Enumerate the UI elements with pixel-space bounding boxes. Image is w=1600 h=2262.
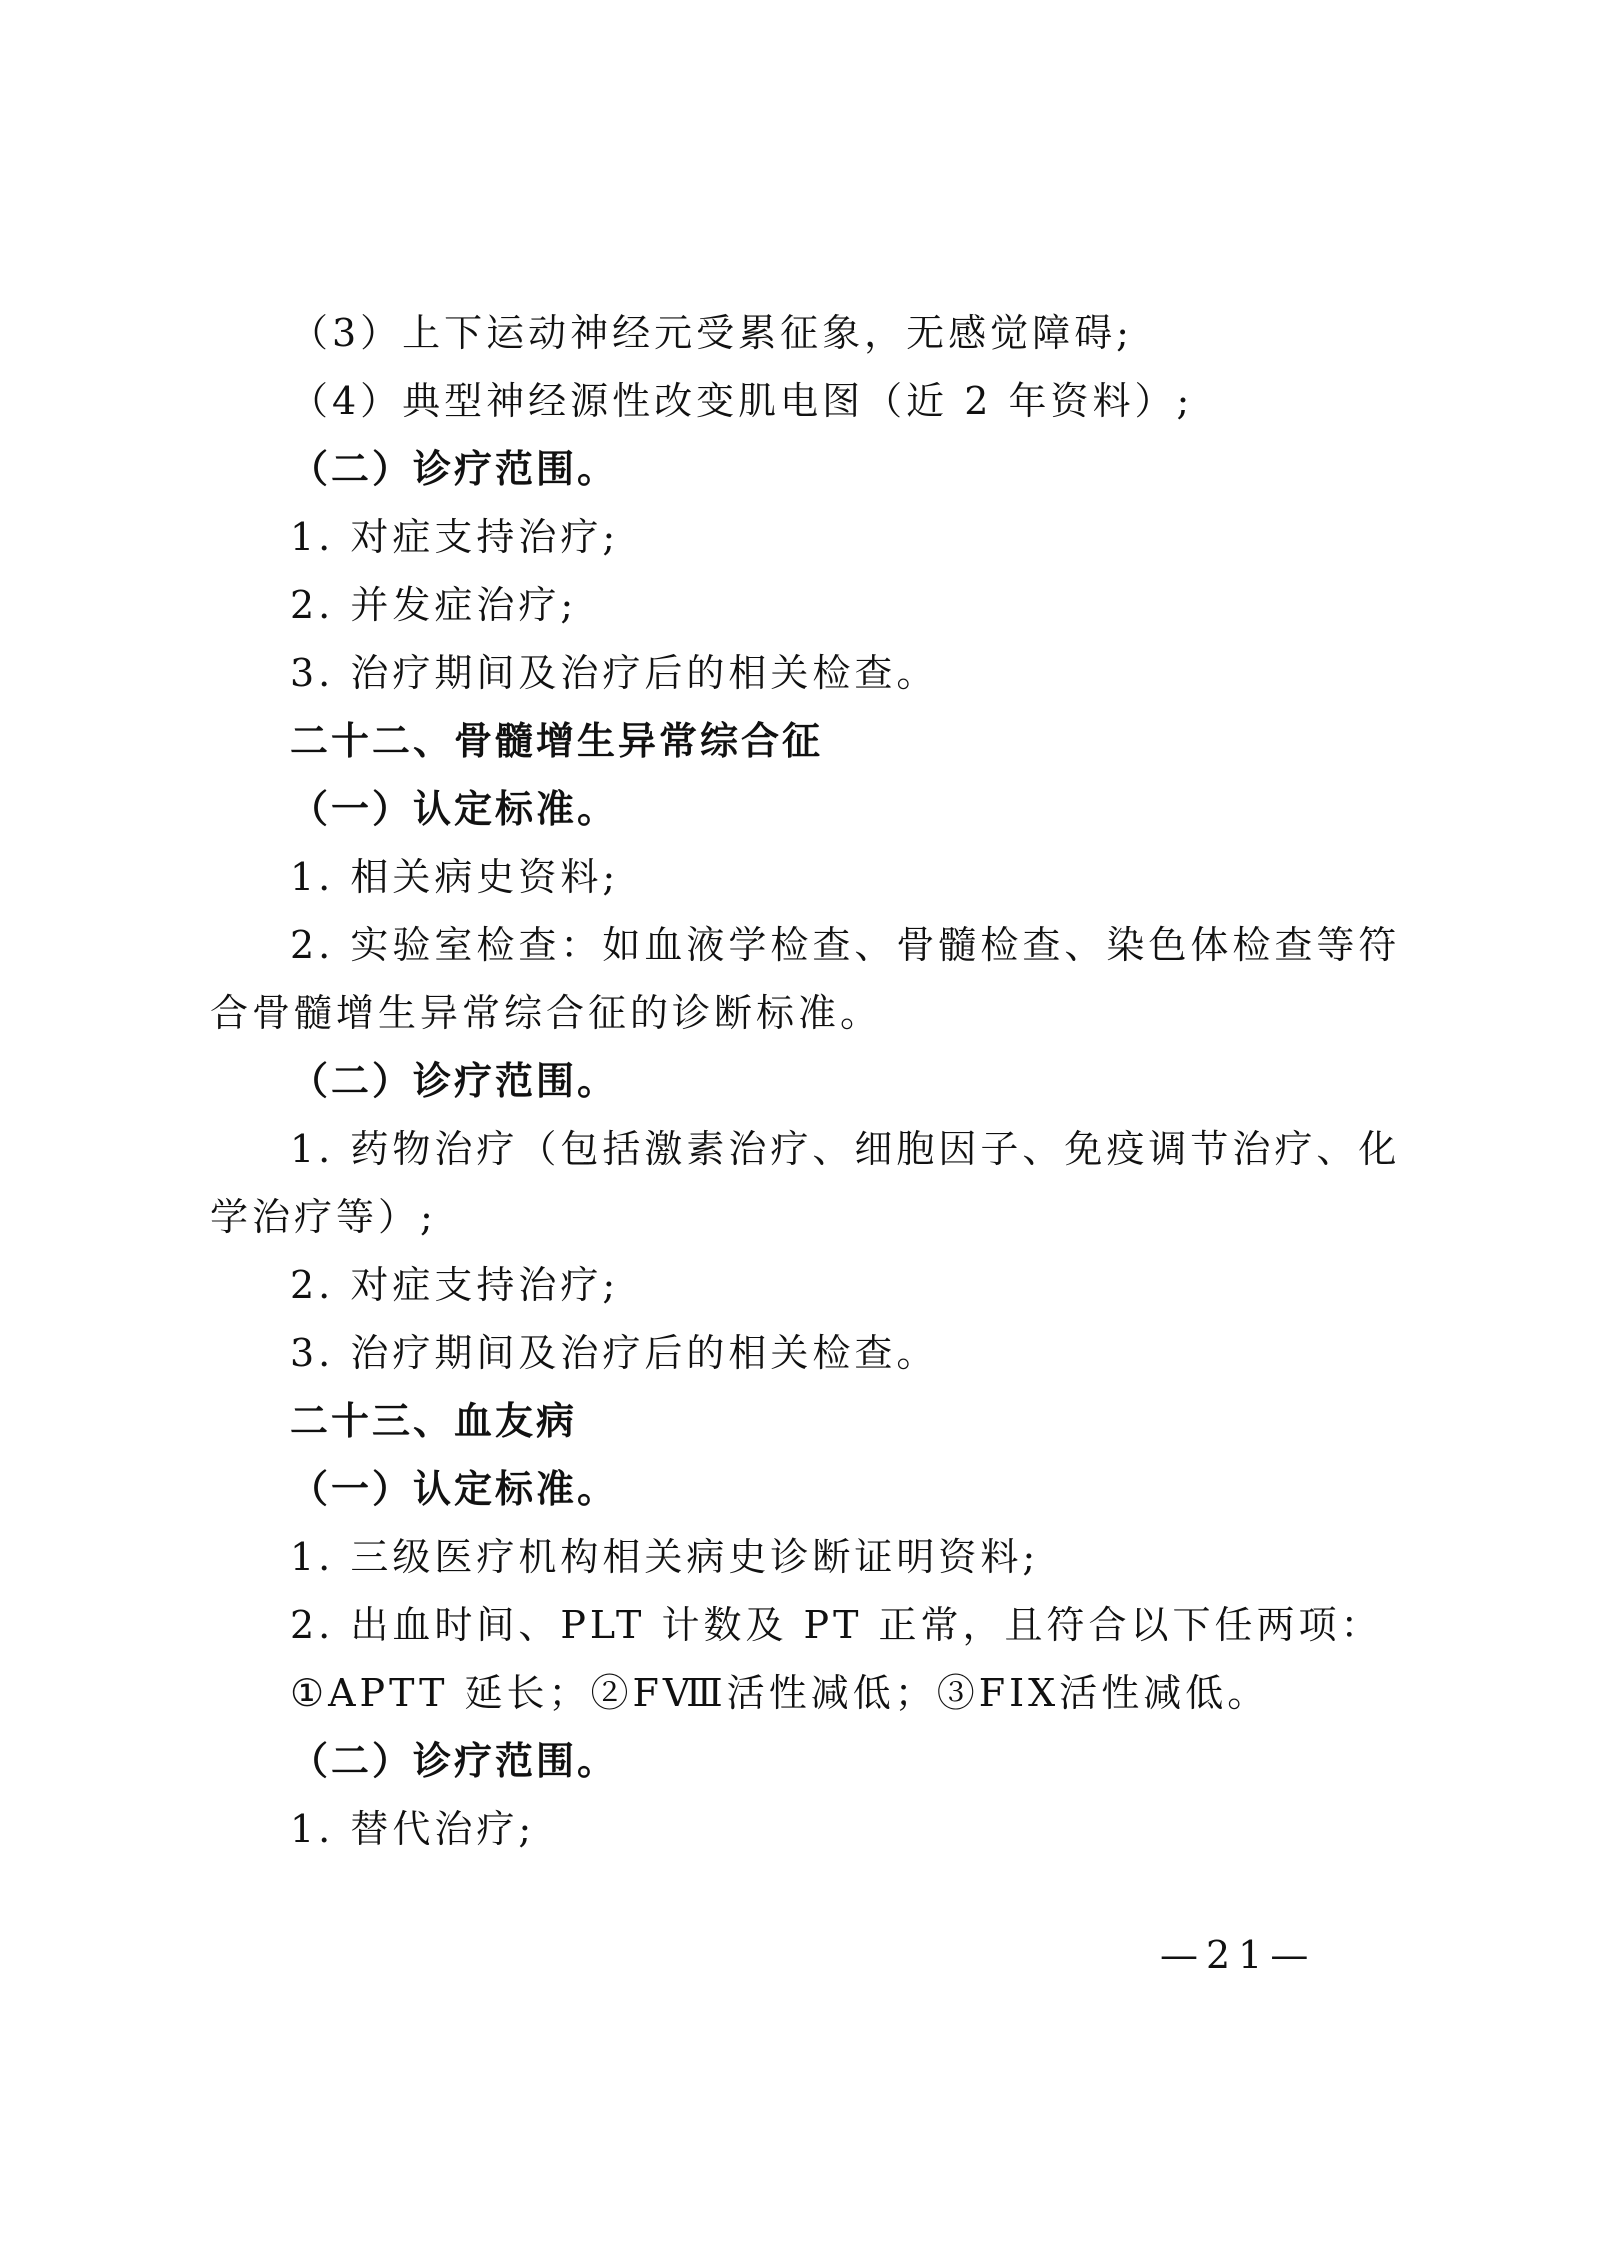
section-heading-scope: （二）诊疗范围。 bbox=[290, 1738, 619, 1783]
mds-criterion-1: 1. 相关病史资料; bbox=[290, 855, 620, 899]
scope-item-3: 3. 治疗期间及治疗后的相关检查。 bbox=[290, 651, 939, 695]
hemophilia-criterion-1: 1. 三级医疗机构相关病史诊断证明资料; bbox=[290, 1535, 1040, 1579]
hemophilia-scope-item-1: 1. 替代治疗; bbox=[290, 1807, 536, 1851]
criterion-item-3: （3）上下运动神经元受累征象，无感觉障碍; bbox=[290, 311, 1133, 355]
page-number: —21— bbox=[1160, 1933, 1317, 1977]
chapter-heading-mds: 二十二、骨髓增生异常综合征 bbox=[290, 719, 824, 763]
hemophilia-criterion-2: 2. 出血时间、PLT 计数及 PT 正常，且符合以下任两项： bbox=[290, 1603, 1383, 1647]
hemophilia-criterion-2-options: ①APTT 延长；②FⅧ活性减低；③FIX活性减低。 bbox=[290, 1671, 1270, 1715]
criterion-item-4: （4）典型神经源性改变肌电图（近 2 年资料）; bbox=[290, 379, 1194, 423]
section-heading-scope: （二）诊疗范围。 bbox=[290, 1058, 619, 1103]
mds-scope-item-1-continued: 学治疗等）; bbox=[210, 1195, 437, 1239]
scope-item-2: 2. 并发症治疗; bbox=[290, 583, 578, 627]
section-heading-scope: （二）诊疗范围。 bbox=[290, 446, 619, 491]
mds-scope-item-1: 1. 药物治疗（包括激素治疗、细胞因子、免疫调节治疗、化 bbox=[290, 1127, 1401, 1171]
mds-scope-item-3: 3. 治疗期间及治疗后的相关检查。 bbox=[290, 1331, 939, 1375]
mds-scope-item-2: 2. 对症支持治疗; bbox=[290, 1263, 620, 1307]
scope-item-1: 1. 对症支持治疗; bbox=[290, 515, 620, 559]
mds-criterion-2: 2. 实验室检查：如血液学检查、骨髓检查、染色体检查等符 bbox=[290, 923, 1401, 967]
mds-criterion-2-continued: 合骨髓增生异常综合征的诊断标准。 bbox=[210, 991, 883, 1035]
section-heading-criteria: （一）认定标准。 bbox=[290, 786, 619, 831]
section-heading-criteria: （一）认定标准。 bbox=[290, 1466, 619, 1511]
chapter-heading-hemophilia: 二十三、血友病 bbox=[290, 1399, 578, 1443]
